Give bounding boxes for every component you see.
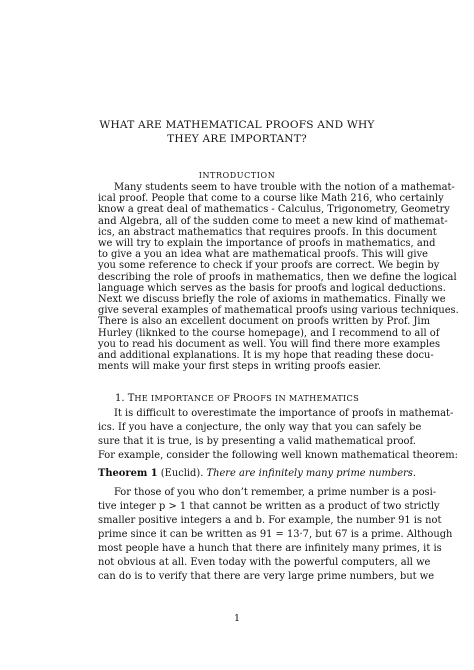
text-line: Many students seem to have trouble with the notion of a mathemat- — [114, 182, 455, 193]
introduction-heading: INTRODUCTION — [198, 171, 276, 180]
text-line: you to read his document as well. You will find there more examples — [98, 338, 441, 350]
text-line: Next we discuss briefly the role of axioms in mathematics. Finally we — [98, 294, 446, 305]
text-line: ments will make your first steps in writing proofs easier. — [98, 361, 381, 373]
text-line: ics. If you have a conjecture, the only way that you can safely be — [98, 422, 422, 433]
text-line: There is also an excellent document on proofs written by Prof. Jim — [98, 316, 430, 328]
text-line: sure that it is true, is by presenting a valid mathematical proof. — [98, 436, 416, 447]
text-line: For example, consider the following well known mathematical theorem: — [98, 450, 458, 461]
theorem-label: Theorem 1 — [98, 468, 158, 479]
theorem-statement: There are infinitely many prime numbers. — [206, 468, 416, 479]
text-line: It is difficult to overestimate the importance of proofs in mathemat- — [114, 408, 454, 419]
theorem-1 — [98, 467, 416, 481]
section-title-initial-2: P — [232, 393, 240, 404]
section-title-smallcaps-2: ROOFS IN MATHEMATICS — [239, 393, 360, 403]
text-line: give several examples of mathematical proofs using various techniques. — [98, 305, 459, 317]
text-line: prime since it can be written as 91 = 13·7, but 67 is a prime. Although — [98, 529, 453, 540]
text-line: For those of you who don’t remember, a prime number is a posi- — [114, 487, 437, 498]
text-line: you some reference to check if your proofs are correct. We begin by — [98, 260, 440, 272]
text-line: to give a you an idea what are mathematical proofs. This will give — [98, 249, 429, 261]
text-line: know a great deal of mathematics - Calculus, Trigonometry, Geometry — [98, 204, 450, 216]
title-line-2: THEY ARE IMPORTANT? — [167, 133, 307, 145]
text-line: tive integer p > 1 that cannot be written as a product of two strictly — [98, 501, 440, 512]
text-line: not obvious at all. Even today with the powerful computers, all we — [98, 557, 431, 568]
paper-title — [90, 118, 384, 146]
page-number: 1 — [233, 613, 241, 624]
text-line: can do is to verify that there are very large prime numbers, but we — [98, 571, 435, 582]
text-line: smaller positive integers a and b. For example, the number 91 is not — [98, 515, 442, 526]
text-line: most people have a hunch that there are infinitely many primes, it is — [98, 543, 442, 554]
text-line: Hurley (liknked to the course homepage), and I recommend to all of — [98, 327, 440, 339]
text-line: ical proof. People that come to a course like Math 216, who certainly — [98, 193, 444, 205]
text-line: language which serves as the basis for proofs and logical deductions. — [98, 282, 446, 294]
section-title-initial: T — [127, 393, 135, 404]
text-line: ics, an abstract mathematics that requires proofs. In this document — [98, 226, 437, 238]
text-line: and Algebra, all of the sudden come to meet a new kind of mathemat- — [98, 215, 448, 227]
theorem-attribution: (Euclid). — [160, 468, 204, 479]
text-line: we will try to explain the importance of proofs in mathematics, and — [98, 238, 436, 249]
section-1-heading — [0, 393, 474, 404]
title-line-1: WHAT ARE MATHEMATICAL PROOFS AND WHY — [99, 119, 375, 131]
section-number: 1. — [114, 393, 125, 404]
text-line: and additional explanations. It is my hope that reading these docu- — [98, 350, 434, 361]
text-line: describing the role of proofs in mathematics, then we define the logical — [98, 271, 457, 283]
section-title-smallcaps-1: HE IMPORTANCE OF — [134, 393, 233, 403]
